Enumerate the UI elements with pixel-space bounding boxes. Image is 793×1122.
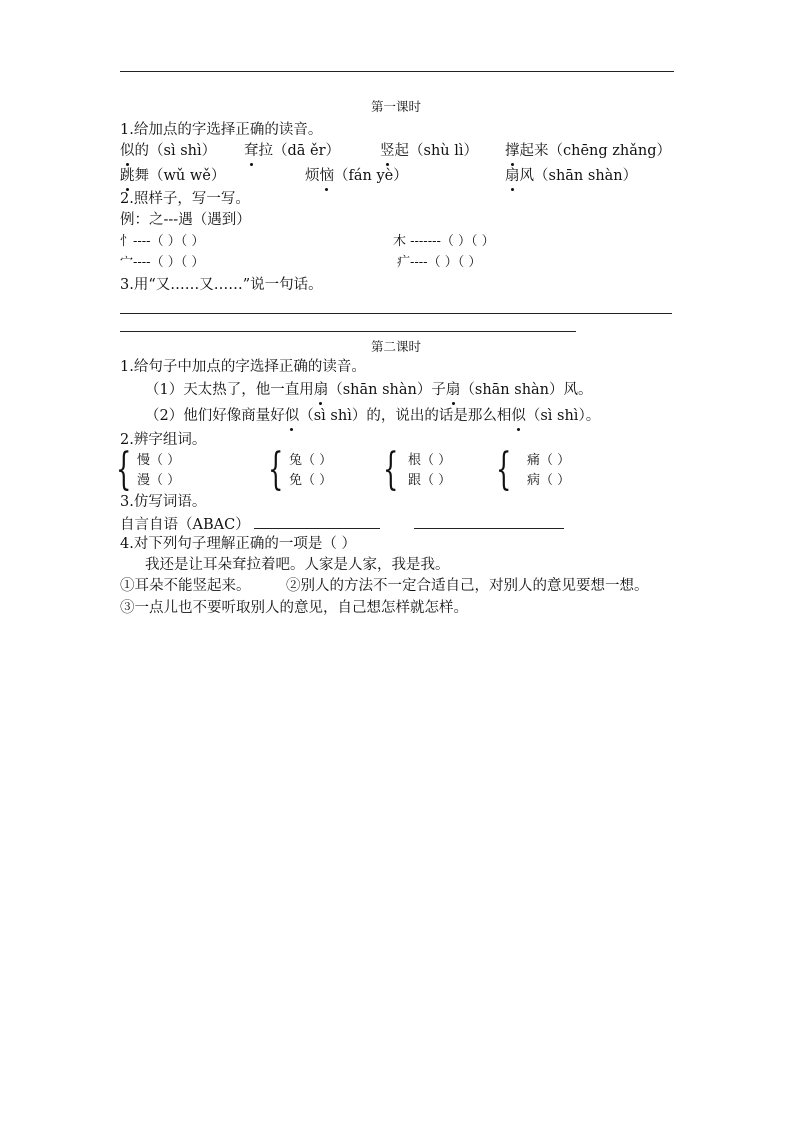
- answer-line: [120, 331, 576, 332]
- l1-q2-row1-right: 木 -------（ ）（ ）: [393, 234, 495, 249]
- group-4-a: 痛（ ）: [527, 453, 571, 468]
- lesson1-title: 第一课时: [371, 99, 422, 114]
- l1-q1-item-6: 烦恼（fán yè）: [305, 168, 408, 184]
- group-2-a: 兔（ ）: [289, 453, 333, 468]
- l1-q2-title: 2.照样子，写一写。: [120, 191, 250, 207]
- dotted-char: 似: [284, 408, 300, 424]
- l1-q1-item-1: 似的（sì shì）: [120, 143, 217, 159]
- l1-q1-item-3: 竖起（shù lì）: [380, 143, 479, 159]
- l2-q4-option-1: ①耳朵不能竖起来。: [120, 578, 251, 594]
- dotted-char: 耷: [244, 143, 259, 159]
- lesson2-title: 第二课时: [371, 339, 422, 354]
- l2-q4-option-2: ②别人的方法不一定合适自己，对别人的意见要想一想。: [286, 578, 649, 594]
- dotted-char: 撑: [505, 143, 520, 159]
- brace-icon: {: [268, 444, 284, 495]
- l2-q2-title: 2.辨字组词。: [120, 432, 207, 448]
- l2-q4-quote: 我还是让耳朵耷拉着吧。人家是人家，我是我。: [145, 557, 450, 573]
- l1-q1-item-4: 撑起来（chēng zhǎng）: [505, 143, 672, 159]
- dotted-char: 恼: [319, 168, 334, 184]
- brace-icon: {: [383, 444, 399, 495]
- brace-icon: {: [116, 444, 132, 495]
- l2-q1-title: 1.给句子中加点的字选择正确的读音。: [120, 359, 366, 375]
- dotted-char: 扇: [445, 382, 461, 398]
- l1-q2-example: 例：之---遇（遇到）: [120, 212, 251, 228]
- dotted-char: 似: [120, 143, 135, 159]
- answer-blank[interactable]: [414, 514, 564, 529]
- dotted-char: 跳: [120, 168, 135, 184]
- group-1-b: 漫（ ）: [137, 473, 181, 488]
- l2-q4-option-3: ③一点儿也不要听取别人的意见，自己想怎样就怎样。: [120, 600, 468, 616]
- answer-line: [120, 313, 672, 314]
- dotted-char: 扇: [313, 382, 329, 398]
- group-3-a: 根（ ）: [408, 453, 452, 468]
- dotted-char: 竖: [380, 143, 395, 159]
- brace-icon: {: [496, 444, 512, 495]
- l2-q3-prompt: 自言自语（ABAC）: [120, 514, 564, 535]
- dotted-char: 扇: [505, 168, 520, 184]
- l1-q2-row2-right: 疒----（ ）（ ）: [397, 255, 482, 270]
- answer-blank[interactable]: [254, 514, 380, 529]
- l1-q1-title: 1.给加点的字选择正确的读音。: [120, 122, 323, 138]
- l2-q3-title: 3.仿写词语。: [120, 494, 207, 510]
- l1-q1-item-5: 跳舞（wǔ wě）: [120, 168, 226, 184]
- dotted-char: 似: [511, 408, 526, 424]
- l1-q2-row2-left: 宀----（ ）（ ）: [120, 255, 205, 270]
- group-2-b: 免（ ）: [289, 473, 333, 488]
- group-3-b: 跟（ ）: [408, 473, 452, 488]
- l1-q1-item-2: 耷拉（dā ěr）: [244, 143, 341, 159]
- group-4-b: 病（ ）: [527, 473, 571, 488]
- top-rule: [120, 71, 674, 72]
- l1-q1-item-7: 扇风（shān shàn）: [505, 168, 638, 184]
- l1-q2-row1-left: 忄----（ ）（ ）: [120, 234, 205, 249]
- group-1-a: 慢（ ）: [137, 453, 181, 468]
- l2-q1-line1: （1）天太热了，他一直用扇（shān shàn）子扇（shān shàn）风。: [145, 382, 593, 398]
- l1-q3-title: 3.用“又……又……”说一句话。: [120, 277, 323, 293]
- l2-q1-line2: （2）他们好像商量好似（sì shì）的，说出的话是那么相似（sì shì）。: [145, 408, 601, 424]
- l2-q4-title: 4.对下列句子理解正确的一项是（ ）: [120, 536, 356, 552]
